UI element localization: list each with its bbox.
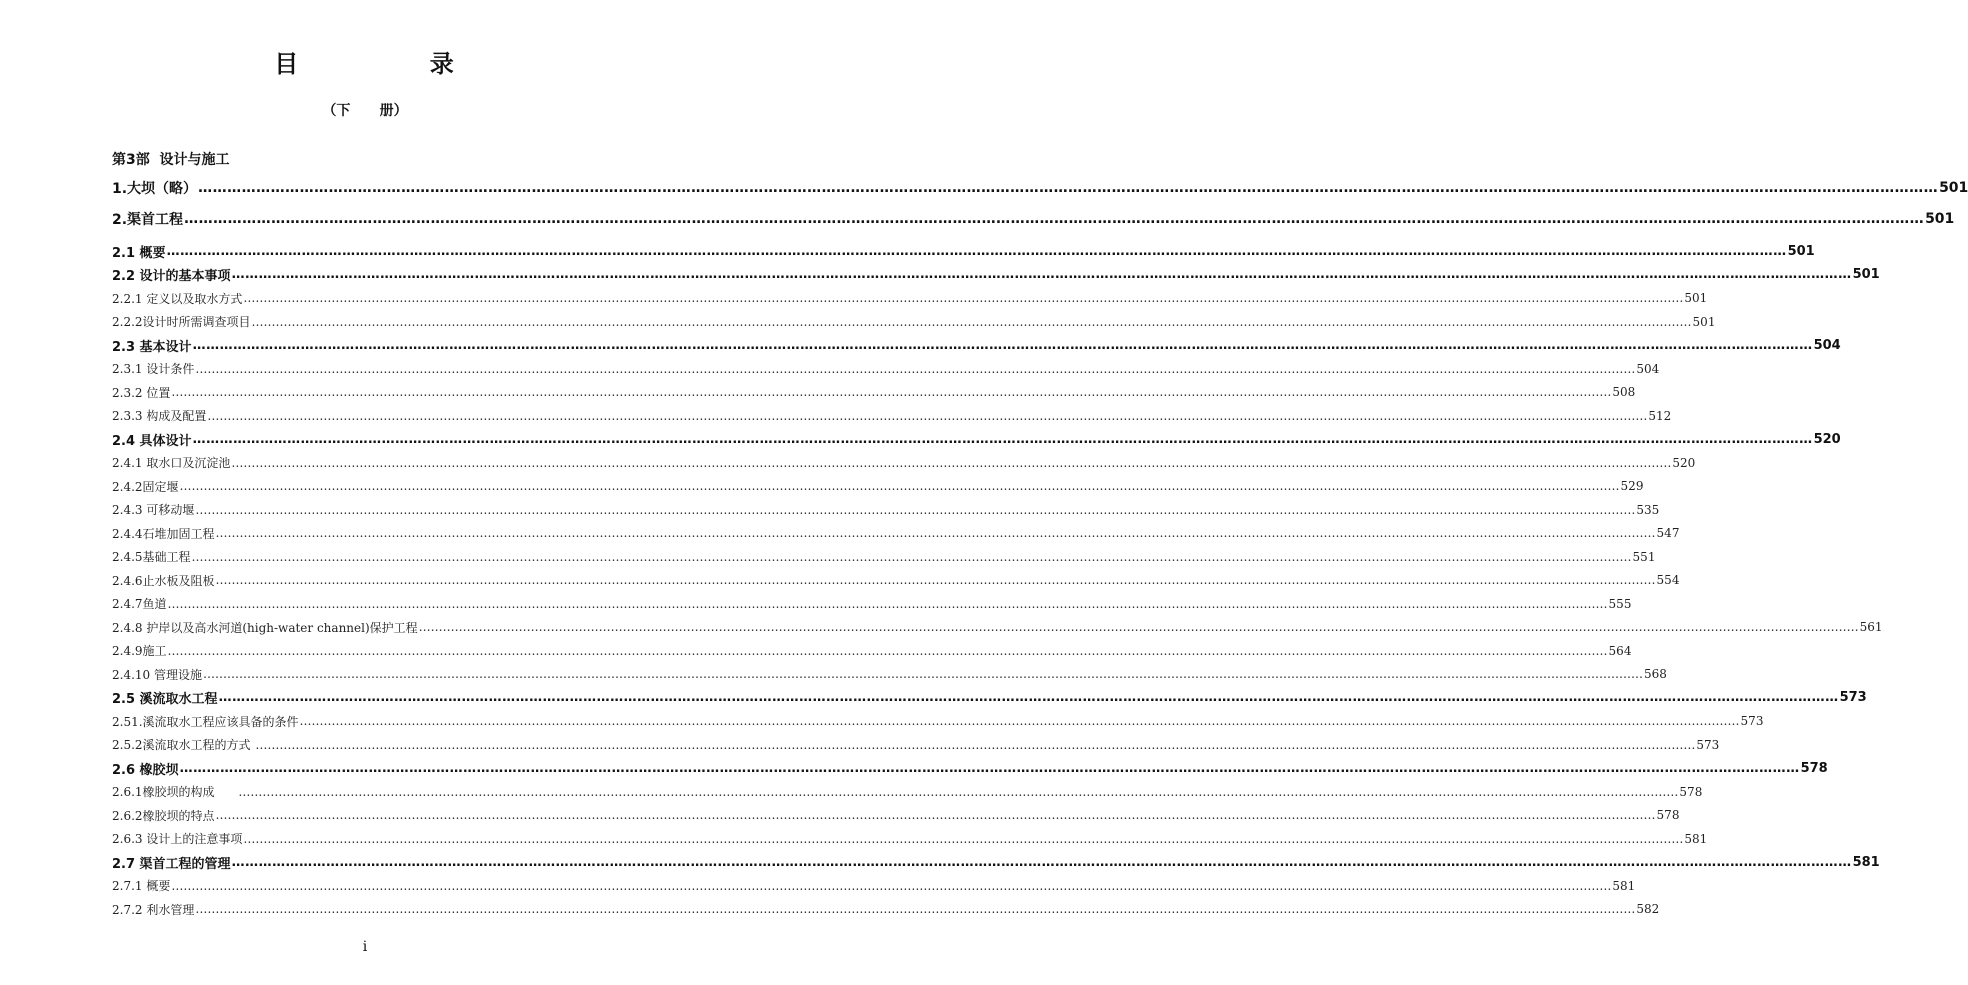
toc-entry[interactable] [112,875,1636,897]
toc-dot-leader: ……………………………………………………………………………………………………………………………………………………………………………………………………………………………………………………………………………………………………………………………… [231,854,1852,870]
toc-dot-leader: ……………………………………………………………………………………………………………………………………………………………………………………………………………………………………………………………………………………………………………………………… [215,526,1656,540]
toc-entry[interactable] [112,828,1708,850]
toc-dot-leader: ……………………………………………………………………………………………………………………………………………………………………………………………………………………………………………………………………………………………………………………………… [218,690,1839,705]
toc-entry-label: 2.7 渠首工程的管理 [112,856,231,872]
toc-entry[interactable] [112,804,1680,826]
toc-entry-page: 520 [1813,431,1841,447]
toc-dot-leader: ……………………………………………………………………………………………………………………………………………………………………………………………………………………………………………………………………………………………………………………………… [238,784,1679,799]
toc-entry-page: 529 [1620,479,1644,493]
toc-dot-leader: ……………………………………………………………………………………………………………………………………………………………………………………………………………………………………………………………………………………………………………………………… [179,760,1800,776]
toc-entry-page: 501 [1852,267,1880,282]
toc-entry[interactable] [112,593,1632,615]
toc-dot-leader: ……………………………………………………………………………………………………………………………………………………………………………………………………………………………………………………………………………………………………………………………… [215,573,1656,587]
toc-entry-label: 2.4.5基础工程 [112,550,191,564]
toc-entry[interactable] [112,522,1680,544]
toc-entry-label: 2.7.2 利水管理 [112,902,195,917]
toc-entry[interactable] [112,757,1828,779]
toc-entry-page: 504 [1813,337,1841,353]
toc-entry[interactable] [112,381,1636,403]
toc-dot-leader: ……………………………………………………………………………………………………………………………………………………………………………………………………………………………………………………………………………………………………………………………… [167,596,1608,611]
toc-entry-label: 2.4.7鱼道 [112,597,167,611]
toc-entry[interactable] [112,428,1841,450]
toc-dot-leader: ……………………………………………………………………………………………………………………………………………………………………………………………………………………………………………………………………………………………………………………………… [195,361,1636,376]
toc-entry-label: 2.4.8 护岸以及高水河道(high-water channel)保护工程 [112,620,418,635]
toc-entry-page: 573 [1696,737,1720,752]
toc-entry-label: 2.2 设计的基本事项 [112,269,231,284]
toc-entry-page: 581 [1612,878,1636,893]
toc-entry[interactable] [112,287,1708,309]
toc-entry-page: 554 [1656,573,1680,587]
toc-entry-label: 2.2.2设计时所需调查项目 [112,315,251,329]
toc-entry[interactable] [112,240,1815,262]
toc-entry-label: 2.7.1 概要 [112,879,171,893]
toc-entry-label: 2.6.2橡胶坝的特点 [112,808,215,823]
toc-entry-label: 2.4.10 管理设施 [112,667,202,682]
toc-entry-label: 2.4.4石堆加固工程 [112,526,215,541]
toc-entry[interactable] [112,311,1716,333]
toc-dot-leader: ……………………………………………………………………………………………………………………………………………………………………………………………………………………………………………………………………………………………………………………………… [243,831,1684,846]
page-title: 目 录 [274,50,456,78]
toc-entry[interactable] [112,264,1880,286]
toc-dot-leader: ……………………………………………………………………………………………………………………………………………………………………………………………………………………………………………………………………………………………………………………………… [166,243,1787,259]
toc-entry-page: 568 [1643,667,1667,681]
toc-entry-page: 501 [1925,211,1955,227]
toc-entry-page: 551 [1632,549,1656,564]
toc-dot-leader: ……………………………………………………………………………………………………………………………………………………………………………………………………………………………………………………………………………………………………………………………… [231,267,1852,282]
toc-entry-label: 2.3.1 设计条件 [112,362,195,376]
toc-entry[interactable] [112,640,1632,662]
toc-entry-label: 2.6.1橡胶坝的构成 [112,785,238,799]
toc-entry[interactable] [112,358,1660,380]
toc-dot-leader: ……………………………………………………………………………………………………………………………………………………………………………………………………………………………………………………………………………………………………………………………… [179,479,1620,493]
toc-entry-page: 501 [1684,291,1708,305]
toc-dot-leader: ……………………………………………………………………………………………………………………………………………………………………………………………………………………………………………………………………………………………………………………………… [299,714,1740,728]
toc-entry[interactable] [112,334,1841,356]
toc-dot-leader: ……………………………………………………………………………………………………………………………………………………………………………………………………………………………………………………………………………………………………………………………… [191,549,1632,564]
toc-entry[interactable] [112,687,1867,709]
toc-entry-page: 501 [1787,243,1815,259]
toc-entry-page: 564 [1608,643,1632,658]
part-heading: 第3部 设计与施工 [112,152,230,168]
toc-entry-label: 2.5 溪流取水工程 [112,692,218,707]
toc-dot-leader: ……………………………………………………………………………………………………………………………………………………………………………………………………………………………………………………………………………………………………………………………… [171,385,1612,399]
toc-entry[interactable] [112,851,1880,873]
toc-entry[interactable] [112,569,1680,591]
toc-entry[interactable] [112,499,1660,521]
toc-dot-leader: ……………………………………………………………………………………………………………………………………………………………………………………………………………………………………………………………………………………………………………………………… [231,455,1672,470]
toc-entry[interactable] [112,177,1968,199]
toc-entry-page: 504 [1636,361,1660,376]
toc-entry[interactable] [112,734,1720,756]
toc-entry-label: 2.4.2固定堰 [112,479,179,494]
toc-dot-leader: ……………………………………………………………………………………………………………………………………………………………………………………………………………………………………………………………………………………………………………………………… [215,808,1656,822]
toc-dot-leader: ……………………………………………………………………………………………………………………………………………………………………………………………………………………………………………………………………………………………………………………………… [192,337,1813,353]
toc-dot-leader: ……………………………………………………………………………………………………………………………………………………………………………………………………………………………………………………………………………………………………………………………… [251,314,1692,329]
toc-entry[interactable] [112,663,1667,685]
toc-dot-leader: ……………………………………………………………………………………………………………………………………………………………………………………………………………………………………………………………………………………………………………………………… [195,902,1636,916]
toc-dot-leader: ……………………………………………………………………………………………………………………………………………………………………………………………………………………………………………………………………………………………………………………………… [192,431,1813,447]
toc-entry[interactable] [112,781,1703,803]
toc-entry[interactable] [112,475,1644,497]
toc-entry-page: 582 [1636,902,1660,916]
toc-dot-leader: ……………………………………………………………………………………………………………………………………………………………………………………………………………………………………………………………………………………………………………………………… [243,291,1684,305]
toc-dot-leader: ……………………………………………………………………………………………………………………………………………………………………………………………………………………………………………………………………………………………………………………………… [255,737,1696,752]
toc-entry[interactable] [112,898,1660,920]
toc-dot-leader: ……………………………………………………………………………………………………………………………………………………………………………………………………………………………………………………………………………………………………………………………… [418,620,1859,634]
toc-entry-label: 2.51.溪流取水工程应该具备的条件 [112,714,299,729]
toc-entry-label: 2.6 橡胶坝 [112,762,179,778]
toc-entry-page: 578 [1800,760,1828,776]
toc-entry-page: 578 [1679,784,1703,799]
toc-entry-label: 2.4.6止水板及阻板 [112,573,215,588]
toc-entry-page: 508 [1612,385,1636,399]
toc-entry[interactable] [112,546,1656,568]
toc-entry-page: 535 [1636,502,1660,517]
toc-entry[interactable] [112,452,1696,474]
toc-dot-leader: ……………………………………………………………………………………………………………………………………………………………………………………………………………………………………………………………………………………………………………………………… [207,408,1648,423]
toc-entry-label: 1.大坝（略） [112,181,198,197]
toc-entry-page: 547 [1656,526,1680,540]
toc-entry-page: 501 [1939,180,1968,196]
toc-entry-page: 573 [1839,690,1867,705]
toc-entry-label: 2.2.1 定义以及取水方式 [112,291,243,306]
toc-entry-label: 2.1 概要 [112,245,166,261]
toc-dot-leader: ……………………………………………………………………………………………………………………………………………………………………………………………………………………………………………………………………………………………………………………………… [195,502,1636,517]
toc-entry-page: 581 [1852,854,1880,870]
toc-entry-label: 2.3 基本设计 [112,339,192,355]
toc-dot-leader: ……………………………………………………………………………………………………………………………………………………………………………………………………………………………………………………………………………………………………………………………… [184,211,1925,227]
toc-entry-label: 2.4.1 取水口及沉淀池 [112,456,231,470]
toc-entry-label: 2.3.2 位置 [112,385,171,400]
toc-entry[interactable] [112,405,1672,427]
toc-dot-leader: ……………………………………………………………………………………………………………………………………………………………………………………………………………………………………………………………………………………………………………………………… [198,180,1939,196]
toc-entry[interactable] [112,208,1955,230]
toc-dot-leader: ……………………………………………………………………………………………………………………………………………………………………………………………………………………………………………………………………………………………………………………………… [202,667,1643,681]
toc-entry-page: 501 [1692,314,1716,329]
toc-entry-page: 573 [1740,714,1764,728]
toc-entry-page: 520 [1672,455,1696,470]
toc-dot-leader: ……………………………………………………………………………………………………………………………………………………………………………………………………………………………………………………………………………………………………………………………… [171,878,1612,893]
page-number: i [362,939,368,955]
toc-entry-label: 2.4 具体设计 [112,433,192,449]
toc-entry-page: 555 [1608,596,1632,611]
toc-entry-label: 2.4.3 可移动堰 [112,503,195,517]
toc-entry-page: 561 [1859,620,1883,634]
toc-entry-label: 2.6.3 设计上的注意事项 [112,832,243,846]
toc-entry[interactable] [112,616,1883,638]
toc-entry-label: 2.4.9施工 [112,644,167,658]
toc-entry-label: 2.渠首工程 [112,212,184,228]
toc-entry[interactable] [112,710,1764,732]
toc-entry-label: 2.5.2溪流取水工程的方式 [112,738,255,752]
toc-entry-page: 512 [1648,408,1672,423]
toc-entry-page: 581 [1684,831,1708,846]
toc-entry-page: 578 [1656,808,1680,822]
volume-subtitle: （下 册） [322,103,408,119]
toc-dot-leader: ……………………………………………………………………………………………………………………………………………………………………………………………………………………………………………………………………………………………………………………………… [167,643,1608,658]
toc-entry-label: 2.3.3 构成及配置 [112,409,207,423]
